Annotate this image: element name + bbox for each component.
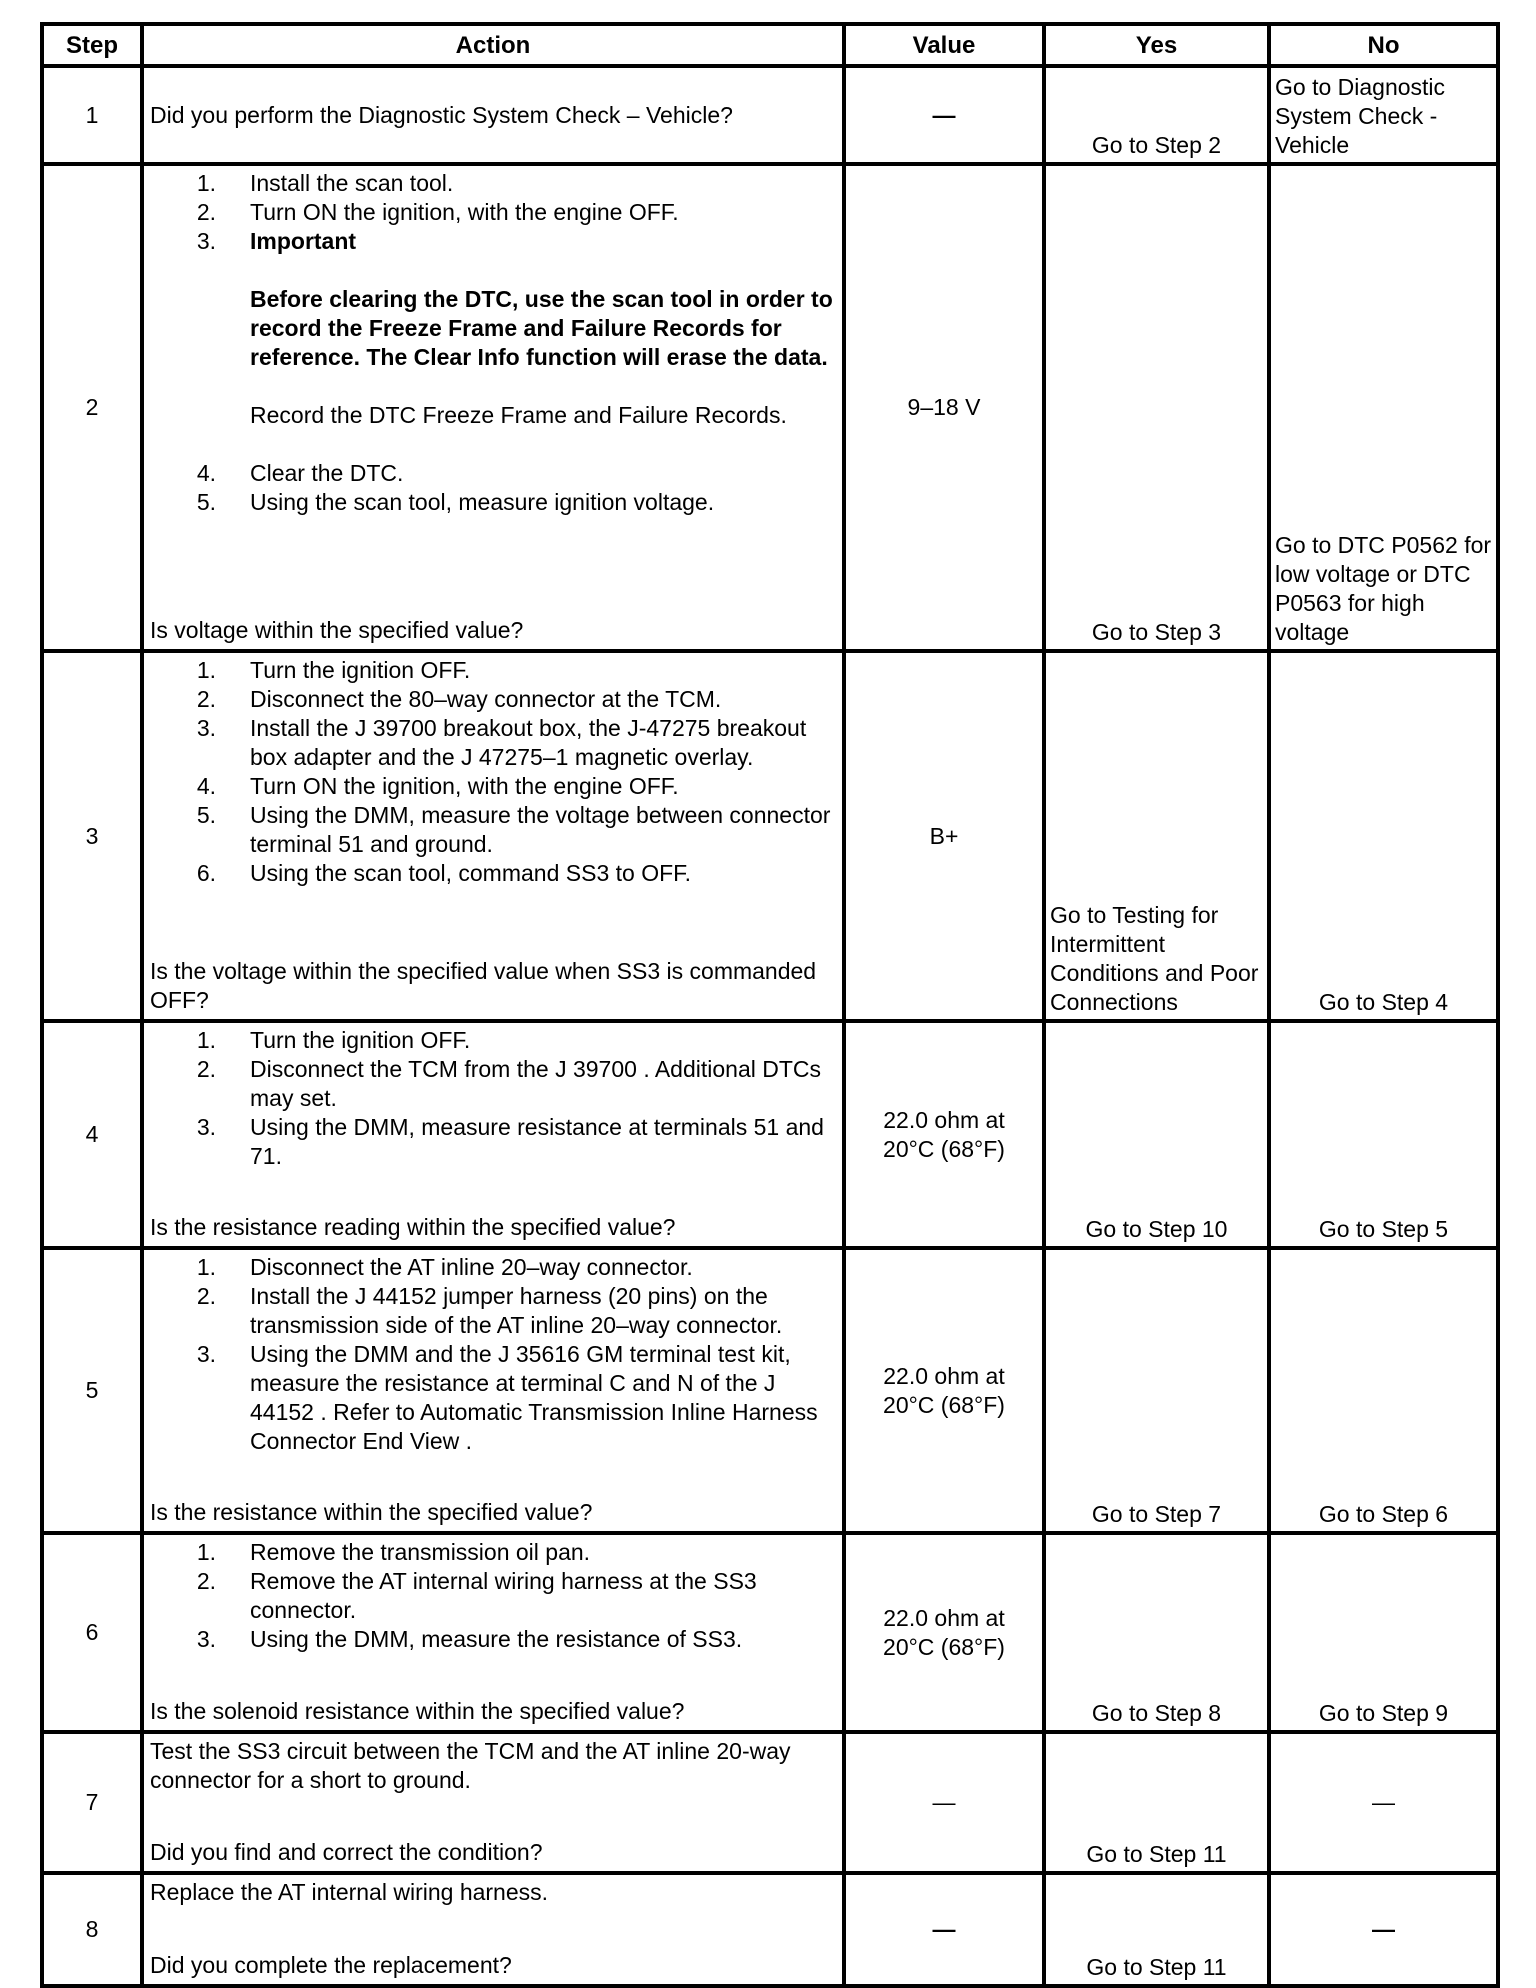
value-text: — bbox=[932, 1916, 956, 1942]
value-cell bbox=[844, 1873, 1044, 1986]
action-instruction: Test the SS3 circuit between the TCM and the AT inline 20-way connector for a short to ground. bbox=[150, 1738, 791, 1793]
yes-link[interactable]: Go to Step 8 bbox=[1091, 1700, 1222, 1726]
step-number: 1 bbox=[42, 66, 142, 164]
value-text: 22.0 ohm at 20°C (68°F) bbox=[883, 1106, 1005, 1162]
value-text: 22.0 ohm at 20°C (68°F) bbox=[883, 1604, 1005, 1660]
action-list bbox=[150, 459, 836, 517]
list-item: 4. Turn ON the ignition, with the engine OFF. bbox=[196, 773, 679, 799]
value-cell bbox=[844, 164, 1044, 651]
header-no: No bbox=[1269, 24, 1498, 66]
list-item: 5. Using the scan tool, measure ignition voltage. bbox=[196, 489, 715, 515]
table-row bbox=[42, 1021, 1498, 1248]
list-item: 2. Install the J 44152 jumper harness (20 pins) on the transmission side of the AT inline 20–way connector. bbox=[196, 1283, 783, 1338]
list-item: 5. Using the DMM, measure the voltage between connector terminal 51 and ground. bbox=[196, 802, 831, 857]
list-item: 1. Remove the transmission oil pan. bbox=[196, 1539, 591, 1565]
action-question: Is the resistance within the specified value? bbox=[150, 1499, 593, 1525]
yes-link[interactable]: Go to Step 10 bbox=[1085, 1216, 1228, 1242]
table-row bbox=[42, 1248, 1498, 1533]
value-cell bbox=[844, 1533, 1044, 1732]
step-number: 6 bbox=[42, 1533, 142, 1732]
no-link[interactable]: Go to DTC P0562 for low voltage or DTC P0563 for high voltage bbox=[1275, 532, 1492, 645]
action-question: Did you find and correct the condition? bbox=[150, 1839, 543, 1865]
diagnostic-table bbox=[40, 22, 1500, 1988]
no-link[interactable]: Go to Step 4 bbox=[1318, 989, 1449, 1015]
no-value: — bbox=[1372, 1789, 1395, 1815]
table-row bbox=[42, 1873, 1498, 1986]
list-item: 3. Using the DMM and the J 35616 GM terminal test kit, measure the resistance at terminal C and N of the J 44152 . Refer to Automatic Transmission Inline Harness Connector End View . bbox=[196, 1341, 818, 1454]
no-link[interactable]: Go to Step 6 bbox=[1318, 1501, 1449, 1527]
action-list bbox=[150, 1253, 836, 1456]
step-number: 5 bbox=[42, 1248, 142, 1533]
list-item: 2. Remove the AT internal wiring harness at the SS3 connector. bbox=[196, 1568, 757, 1623]
header-action: Action bbox=[142, 24, 844, 66]
diagnostic-table-sheet bbox=[40, 22, 1496, 1988]
list-item: 6. Using the scan tool, command SS3 to OFF. bbox=[196, 860, 692, 886]
value-cell bbox=[844, 1248, 1044, 1533]
value-text: — bbox=[932, 101, 956, 128]
list-item: 2. Disconnect the 80–way connector at the TCM. bbox=[196, 686, 722, 712]
header-value: Value bbox=[844, 24, 1044, 66]
value-cell bbox=[844, 66, 1044, 164]
table-row bbox=[42, 66, 1498, 164]
value-text: 9–18 V bbox=[907, 394, 981, 420]
action-list bbox=[150, 1026, 836, 1171]
list-item: 1. Disconnect the AT inline 20–way connector. bbox=[196, 1254, 693, 1280]
value-text: — bbox=[932, 1789, 956, 1815]
list-item: 3. Using the DMM, measure the resistance of SS3. bbox=[196, 1626, 743, 1652]
yes-link[interactable]: Go to Step 7 bbox=[1091, 1501, 1222, 1527]
no-link[interactable]: Go to Step 5 bbox=[1318, 1216, 1449, 1242]
table-row bbox=[42, 1732, 1498, 1873]
list-item: 1. Turn the ignition OFF. bbox=[196, 657, 471, 683]
table-row bbox=[42, 651, 1498, 1021]
header-step: Step bbox=[42, 24, 142, 66]
step-number: 4 bbox=[42, 1021, 142, 1248]
step-number: 7 bbox=[42, 1732, 142, 1873]
action-question: Is the voltage within the specified value when SS3 is commanded OFF? bbox=[150, 958, 817, 1013]
no-link[interactable]: Go to Step 9 bbox=[1318, 1700, 1449, 1726]
list-item: 3. Using the DMM, measure resistance at terminals 51 and 71. bbox=[196, 1114, 824, 1169]
value-cell bbox=[844, 1021, 1044, 1248]
list-item: 1. Turn the ignition OFF. bbox=[196, 1027, 471, 1053]
no-link[interactable]: Go to Diagnostic System Check - Vehicle bbox=[1275, 74, 1446, 158]
list-item: 1. Install the scan tool. bbox=[196, 170, 454, 196]
value-cell bbox=[844, 1732, 1044, 1873]
list-item: 2. Disconnect the TCM from the J 39700 . Additional DTCs may set. bbox=[196, 1056, 822, 1111]
action-list bbox=[150, 169, 836, 256]
action-question: Is the resistance reading within the specified value? bbox=[150, 1214, 676, 1240]
header-yes: Yes bbox=[1044, 24, 1269, 66]
action-question: Is voltage within the specified value? bbox=[150, 617, 524, 643]
action-question: Is the solenoid resistance within the specified value? bbox=[150, 1698, 685, 1724]
yes-link[interactable]: Go to Step 3 bbox=[1091, 619, 1222, 645]
list-item: 3. Install the J 39700 breakout box, the J-47275 breakout box adapter and the J 47275–1 magnetic overlay. bbox=[196, 715, 807, 770]
no-value: — bbox=[1372, 1916, 1395, 1942]
action-list bbox=[150, 1538, 836, 1654]
list-item: 2. Turn ON the ignition, with the engine OFF. bbox=[196, 199, 679, 225]
value-cell bbox=[844, 651, 1044, 1021]
record-note: Record the DTC Freeze Frame and Failure Records. bbox=[250, 402, 787, 428]
list-item: 4. Clear the DTC. bbox=[196, 460, 404, 486]
value-text: B+ bbox=[929, 822, 959, 849]
important-note: Before clearing the DTC, use the scan tool in order to record the Freeze Frame and Failure Records for reference. The Clear Info function will erase the data. bbox=[250, 286, 833, 370]
table-row bbox=[42, 1533, 1498, 1732]
yes-link[interactable]: Go to Step 2 bbox=[1091, 132, 1222, 158]
step-number: 3 bbox=[42, 651, 142, 1021]
table-row bbox=[42, 164, 1498, 651]
step-number: 2 bbox=[42, 164, 142, 651]
value-text: 22.0 ohm at 20°C (68°F) bbox=[883, 1362, 1005, 1418]
yes-link[interactable]: Go to Testing for Intermittent Conditions and Poor Connections bbox=[1050, 902, 1259, 1015]
action-instruction: Replace the AT internal wiring harness. bbox=[150, 1879, 549, 1905]
action-question: Did you perform the Diagnostic System Check – Vehicle? bbox=[150, 101, 733, 128]
list-item: 3. Important bbox=[196, 228, 357, 254]
yes-link[interactable]: Go to Step 11 bbox=[1086, 1841, 1227, 1867]
yes-link[interactable]: Go to Step 11 bbox=[1086, 1954, 1227, 1980]
header-row bbox=[42, 24, 1498, 66]
action-list bbox=[150, 656, 836, 888]
action-question: Did you complete the replacement? bbox=[150, 1952, 512, 1978]
step-number: 8 bbox=[42, 1873, 142, 1986]
